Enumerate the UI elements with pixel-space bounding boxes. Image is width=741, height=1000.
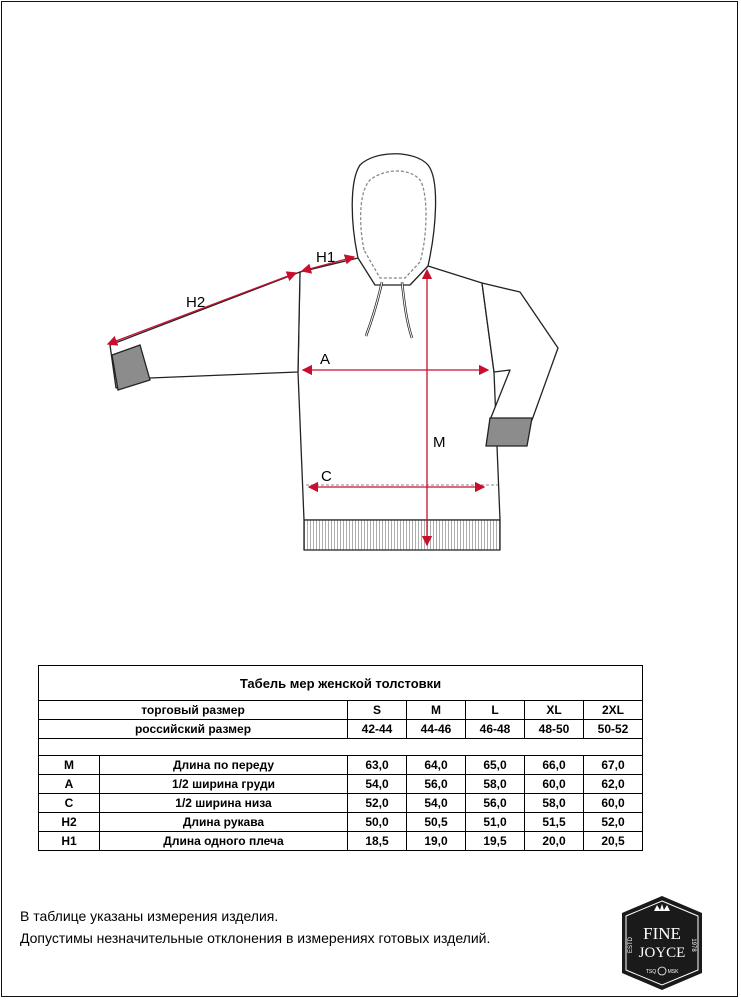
name-cell: 1/2 ширина груди bbox=[100, 775, 348, 794]
value-cell: 19,5 bbox=[466, 832, 525, 851]
size-cell: L bbox=[466, 701, 525, 720]
value-cell: 51,0 bbox=[466, 813, 525, 832]
value-cell: 19,0 bbox=[407, 832, 466, 851]
right-cuff bbox=[486, 418, 532, 446]
hem-rib bbox=[304, 520, 500, 550]
name-cell: Длина рукава bbox=[100, 813, 348, 832]
logo-year: 1978 bbox=[690, 938, 696, 952]
value-cell: 60,0 bbox=[525, 775, 584, 794]
trade-size-row bbox=[39, 701, 643, 720]
value-cell: 52,0 bbox=[348, 794, 407, 813]
spacer-cell bbox=[39, 739, 643, 756]
note-line: В таблице указаны измерения изделия. bbox=[20, 908, 279, 924]
ru-size-cell: 50-52 bbox=[584, 720, 643, 739]
m-label: M bbox=[433, 434, 446, 451]
value-cell: 50,0 bbox=[348, 813, 407, 832]
logo-estd: ESTD bbox=[628, 936, 634, 954]
h1-label: H1 bbox=[316, 249, 336, 266]
value-cell: 52,0 bbox=[584, 813, 643, 832]
c-label: C bbox=[321, 468, 332, 485]
value-cell: 54,0 bbox=[407, 794, 466, 813]
h2-label: H2 bbox=[186, 294, 206, 311]
ru-size-cell: 42-44 bbox=[348, 720, 407, 739]
table-title: Табель мер женской толстовки bbox=[39, 666, 643, 701]
table-row bbox=[39, 813, 643, 832]
value-cell: 56,0 bbox=[407, 775, 466, 794]
value-cell: 62,0 bbox=[584, 775, 643, 794]
spacer-row bbox=[39, 739, 643, 756]
note-line: Допустимы незначительные отклонения в измерениях готовых изделий. bbox=[20, 930, 491, 946]
table-row bbox=[39, 756, 643, 775]
code-cell: C bbox=[39, 794, 100, 813]
size-cell: 2XL bbox=[584, 701, 643, 720]
code-cell: A bbox=[39, 775, 100, 794]
value-cell: 56,0 bbox=[466, 794, 525, 813]
value-cell: 18,5 bbox=[348, 832, 407, 851]
code-cell: M bbox=[39, 756, 100, 775]
hood-inner bbox=[361, 171, 426, 278]
ru-size-cell: 44-46 bbox=[407, 720, 466, 739]
value-cell: 20,5 bbox=[584, 832, 643, 851]
a-label: A bbox=[320, 351, 331, 368]
value-cell: 58,0 bbox=[466, 775, 525, 794]
value-cell: 54,0 bbox=[348, 775, 407, 794]
value-cell: 60,0 bbox=[584, 794, 643, 813]
size-cell: M bbox=[407, 701, 466, 720]
table-row bbox=[39, 832, 643, 851]
table-row bbox=[39, 775, 643, 794]
name-cell: Длина одного плеча bbox=[100, 832, 348, 851]
name-cell: Длина по переду bbox=[100, 756, 348, 775]
size-cell: S bbox=[348, 701, 407, 720]
ru-size-cell: 48-50 bbox=[525, 720, 584, 739]
value-cell: 51,5 bbox=[525, 813, 584, 832]
value-cell: 63,0 bbox=[348, 756, 407, 775]
trade-size-label: торговый размер bbox=[39, 701, 348, 720]
value-cell: 20,0 bbox=[525, 832, 584, 851]
ru-size-row bbox=[39, 720, 643, 739]
value-cell: 65,0 bbox=[466, 756, 525, 775]
table-row bbox=[39, 794, 643, 813]
size-table bbox=[38, 665, 643, 851]
value-cell: 67,0 bbox=[584, 756, 643, 775]
brand-logo bbox=[612, 893, 712, 993]
notes bbox=[20, 905, 490, 949]
value-cell: 58,0 bbox=[525, 794, 584, 813]
logo-bottom-right: MSK bbox=[667, 969, 679, 975]
ru-size-label: российский размер bbox=[39, 720, 348, 739]
ru-size-cell: 46-48 bbox=[466, 720, 525, 739]
value-cell: 64,0 bbox=[407, 756, 466, 775]
code-cell: H1 bbox=[39, 832, 100, 851]
size-cell: XL bbox=[525, 701, 584, 720]
logo-joyce: JOYCE bbox=[638, 945, 686, 961]
value-cell: 50,5 bbox=[407, 813, 466, 832]
code-cell: H2 bbox=[39, 813, 100, 832]
logo-bottom-left: TSQ bbox=[645, 969, 657, 975]
name-cell: 1/2 ширина низа bbox=[100, 794, 348, 813]
value-cell: 66,0 bbox=[525, 756, 584, 775]
logo-fine: FINE bbox=[643, 924, 681, 943]
